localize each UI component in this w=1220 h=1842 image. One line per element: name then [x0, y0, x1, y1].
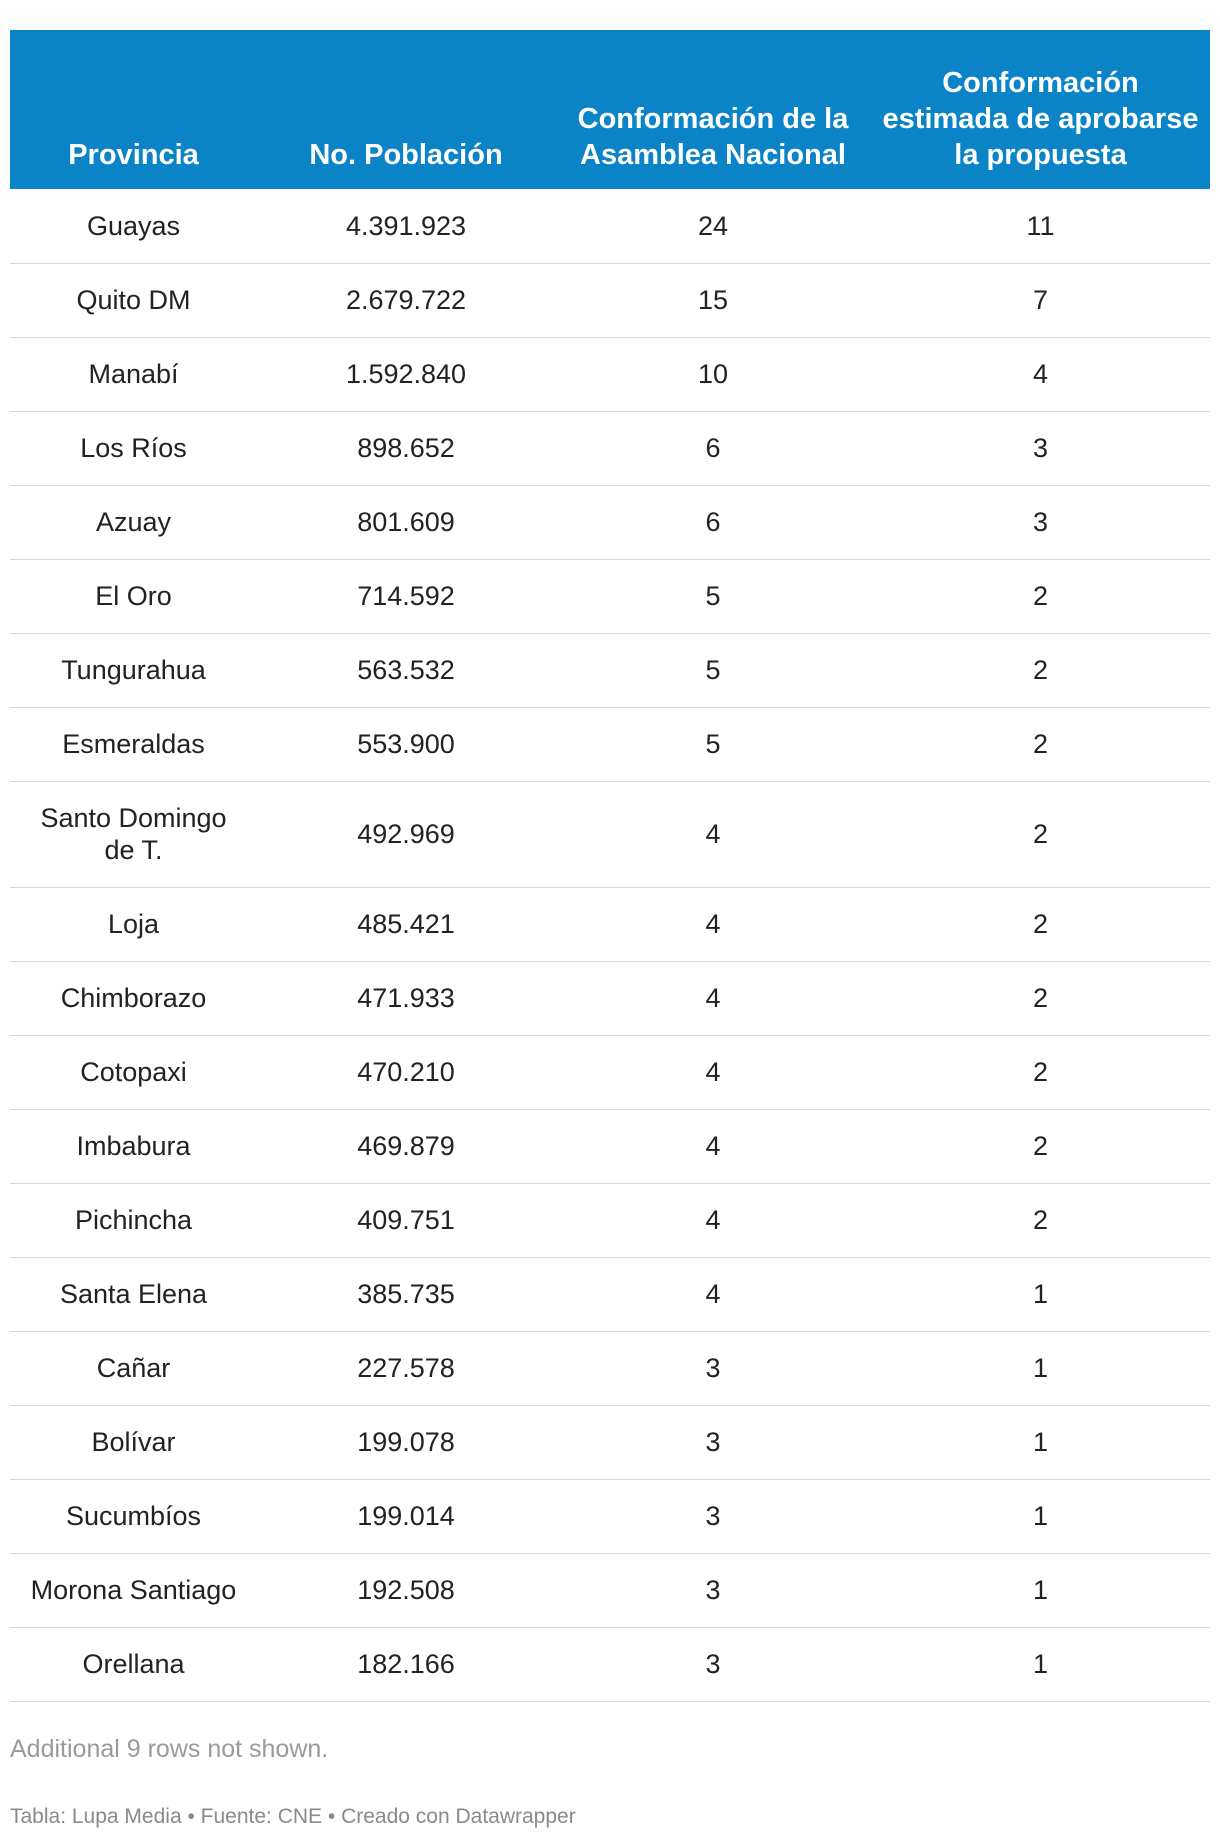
- cell-poblacion: 199.078: [257, 1405, 555, 1479]
- cell-asamblea: 3: [555, 1627, 871, 1701]
- table-row: [10, 263, 1210, 337]
- cell-provincia: Tungurahua: [10, 633, 257, 707]
- data-table-container: [10, 30, 1210, 1702]
- table-row: [10, 485, 1210, 559]
- cell-estimada: 1: [871, 1257, 1210, 1331]
- cell-asamblea: 5: [555, 707, 871, 781]
- table-row: [10, 189, 1210, 263]
- cell-provincia: Cañar: [10, 1331, 257, 1405]
- cell-asamblea: 4: [555, 887, 871, 961]
- footer-source-label: Fuente: CNE: [200, 1805, 323, 1828]
- cell-provincia: Cotopaxi: [10, 1035, 257, 1109]
- cell-estimada: 2: [871, 1109, 1210, 1183]
- footer-separator: •: [322, 1805, 342, 1828]
- header-conformacion-estimada[interactable]: Conformación estimada de aprobarse la propuesta: [871, 30, 1210, 189]
- cell-poblacion: 192.508: [257, 1553, 555, 1627]
- footer-credit-label: Creado con Datawrapper: [341, 1805, 576, 1828]
- cell-estimada: 1: [871, 1627, 1210, 1701]
- header-asamblea-nacional[interactable]: Conformación de la Asamblea Nacional: [555, 30, 871, 189]
- cell-poblacion: 199.014: [257, 1479, 555, 1553]
- cell-estimada: 2: [871, 781, 1210, 887]
- cell-poblacion: 563.532: [257, 633, 555, 707]
- cell-estimada: 2: [871, 887, 1210, 961]
- cell-asamblea: 3: [555, 1331, 871, 1405]
- cell-provincia: Bolívar: [10, 1405, 257, 1479]
- cell-estimada: 3: [871, 485, 1210, 559]
- cell-provincia: Los Ríos: [10, 411, 257, 485]
- cell-provincia: Santo Domingo de T.: [10, 781, 257, 887]
- cell-poblacion: 2.679.722: [257, 263, 555, 337]
- table-row: [10, 1405, 1210, 1479]
- header-poblacion[interactable]: No. Población: [257, 30, 555, 189]
- data-table: [10, 30, 1210, 1702]
- cell-poblacion: 4.391.923: [257, 189, 555, 263]
- cell-poblacion: 471.933: [257, 961, 555, 1035]
- cell-estimada: 2: [871, 961, 1210, 1035]
- cell-asamblea: 3: [555, 1479, 871, 1553]
- cell-provincia: Sucumbíos: [10, 1479, 257, 1553]
- cell-asamblea: 15: [555, 263, 871, 337]
- cell-estimada: 2: [871, 1035, 1210, 1109]
- cell-poblacion: 553.900: [257, 707, 555, 781]
- table-row: [10, 887, 1210, 961]
- cell-provincia: Guayas: [10, 189, 257, 263]
- table-row: [10, 1257, 1210, 1331]
- cell-provincia: Manabí: [10, 337, 257, 411]
- header-provincia[interactable]: Provincia: [10, 30, 257, 189]
- cell-estimada: 1: [871, 1479, 1210, 1553]
- cell-asamblea: 4: [555, 1035, 871, 1109]
- cell-poblacion: 470.210: [257, 1035, 555, 1109]
- cell-provincia: Loja: [10, 887, 257, 961]
- cell-poblacion: 801.609: [257, 485, 555, 559]
- cell-estimada: 4: [871, 337, 1210, 411]
- cell-asamblea: 3: [555, 1405, 871, 1479]
- table-row: [10, 781, 1210, 887]
- footer-credits: [10, 1805, 576, 1829]
- cell-poblacion: 227.578: [257, 1331, 555, 1405]
- cell-estimada: 2: [871, 1183, 1210, 1257]
- cell-estimada: 3: [871, 411, 1210, 485]
- table-row: [10, 337, 1210, 411]
- cell-provincia: Azuay: [10, 485, 257, 559]
- cell-estimada: 2: [871, 633, 1210, 707]
- cell-provincia: Imbabura: [10, 1109, 257, 1183]
- cell-asamblea: 4: [555, 961, 871, 1035]
- cell-asamblea: 10: [555, 337, 871, 411]
- cell-provincia: Esmeraldas: [10, 707, 257, 781]
- table-row: [10, 1331, 1210, 1405]
- table-header: [10, 30, 1210, 189]
- cell-poblacion: 182.166: [257, 1627, 555, 1701]
- cell-poblacion: 1.592.840: [257, 337, 555, 411]
- table-row: [10, 1109, 1210, 1183]
- cell-estimada: 2: [871, 707, 1210, 781]
- cell-poblacion: 485.421: [257, 887, 555, 961]
- cell-asamblea: 24: [555, 189, 871, 263]
- cell-poblacion: 469.879: [257, 1109, 555, 1183]
- table-row: [10, 633, 1210, 707]
- rows-not-shown-note: Additional 9 rows not shown.: [10, 1735, 329, 1763]
- cell-provincia: Chimborazo: [10, 961, 257, 1035]
- cell-estimada: 1: [871, 1331, 1210, 1405]
- table-row: [10, 1035, 1210, 1109]
- cell-asamblea: 4: [555, 1257, 871, 1331]
- cell-provincia: Pichincha: [10, 1183, 257, 1257]
- cell-provincia: Santa Elena: [10, 1257, 257, 1331]
- cell-asamblea: 4: [555, 781, 871, 887]
- cell-provincia: Morona Santiago: [10, 1553, 257, 1627]
- cell-estimada: 2: [871, 559, 1210, 633]
- cell-asamblea: 5: [555, 633, 871, 707]
- table-row: [10, 559, 1210, 633]
- table-row: [10, 1183, 1210, 1257]
- cell-estimada: 1: [871, 1553, 1210, 1627]
- table-row: [10, 1627, 1210, 1701]
- footer-separator: •: [181, 1805, 201, 1828]
- cell-estimada: 7: [871, 263, 1210, 337]
- cell-asamblea: 5: [555, 559, 871, 633]
- table-body: [10, 189, 1210, 1701]
- footer-table-label: Tabla: Lupa Media: [10, 1805, 182, 1828]
- cell-estimada: 1: [871, 1405, 1210, 1479]
- cell-poblacion: 714.592: [257, 559, 555, 633]
- cell-provincia: El Oro: [10, 559, 257, 633]
- table-row: [10, 1553, 1210, 1627]
- cell-estimada: 11: [871, 189, 1210, 263]
- cell-poblacion: 492.969: [257, 781, 555, 887]
- cell-asamblea: 6: [555, 485, 871, 559]
- cell-poblacion: 898.652: [257, 411, 555, 485]
- table-row: [10, 961, 1210, 1035]
- table-row: [10, 1479, 1210, 1553]
- cell-provincia: Quito DM: [10, 263, 257, 337]
- cell-asamblea: 4: [555, 1109, 871, 1183]
- cell-poblacion: 385.735: [257, 1257, 555, 1331]
- cell-asamblea: 3: [555, 1553, 871, 1627]
- cell-asamblea: 6: [555, 411, 871, 485]
- cell-poblacion: 409.751: [257, 1183, 555, 1257]
- cell-asamblea: 4: [555, 1183, 871, 1257]
- table-row: [10, 707, 1210, 781]
- table-row: [10, 411, 1210, 485]
- cell-provincia: Orellana: [10, 1627, 257, 1701]
- header-row: [10, 30, 1210, 189]
